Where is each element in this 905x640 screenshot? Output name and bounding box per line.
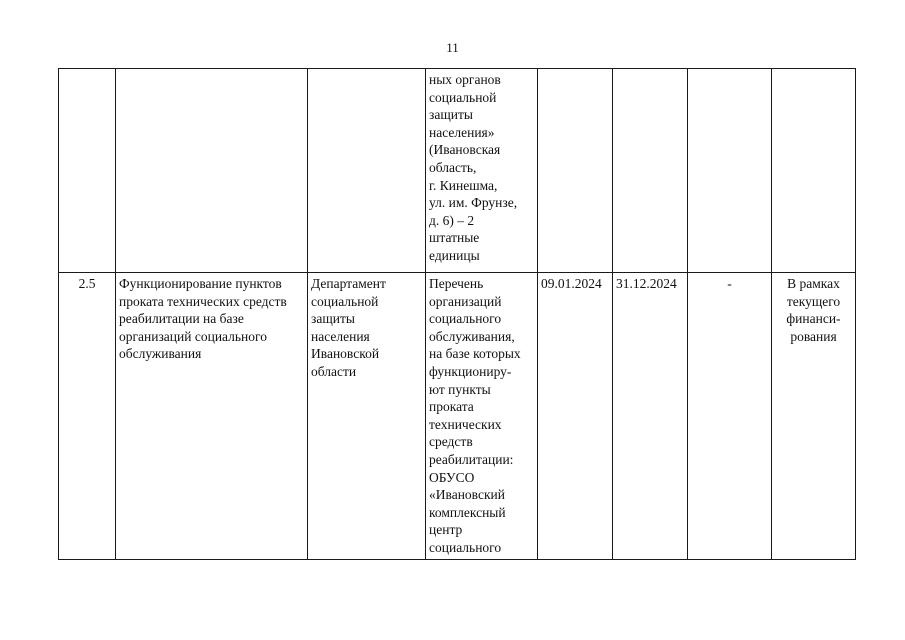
cell-funding-amount: - [688, 273, 772, 560]
funding-source-line: В рамках [787, 276, 840, 291]
cell-responsible [308, 273, 426, 560]
name-line: обслуживания [119, 346, 202, 362]
name-line: проката технических средств [119, 293, 287, 309]
name-line: реабилитации на базе [119, 311, 244, 327]
result-line: средств [429, 434, 473, 450]
result-line: социального [429, 539, 502, 555]
result-line: Перечень [429, 276, 484, 291]
page-number: 11 [446, 40, 459, 55]
result-line: ют пункты [429, 381, 491, 397]
responsible-line: населения [311, 328, 370, 344]
result-line: социальной [429, 89, 497, 105]
cell-number [59, 69, 116, 273]
responsible-line: защиты [311, 311, 355, 327]
cell-result [426, 273, 538, 560]
result-line: защиты [429, 107, 473, 123]
cell-responsible [308, 69, 426, 273]
result-line: единицы [429, 247, 480, 263]
cell-funding-source [772, 69, 856, 273]
result-line: (Ивановская [429, 142, 501, 158]
cell-end-date [613, 69, 688, 273]
result-line: штатные [429, 230, 480, 246]
result-line: реабилитации: [429, 451, 514, 467]
funding-source-line: рования [790, 328, 837, 344]
cell-start-date: 09.01.2024 [538, 273, 613, 560]
funding-source-line: финанси- [786, 311, 841, 327]
result-line: центр [429, 522, 463, 538]
name-line: организаций социального [119, 328, 267, 344]
cell-result [426, 69, 538, 273]
responsible-line: области [311, 363, 357, 379]
result-line: проката [429, 399, 474, 415]
table-row-continuation [59, 69, 856, 273]
result-line: функциониру- [429, 363, 512, 379]
table-row-2-5 [59, 273, 856, 560]
result-line: организаций [429, 293, 502, 309]
result-line: г. Кинешма, [429, 177, 498, 193]
cell-end-date: 31.12.2024 [613, 273, 688, 560]
responsible-line: Департамент [311, 276, 386, 291]
result-line: технических [429, 416, 502, 432]
cell-number: 2.5 [59, 273, 116, 560]
funding-source-line: текущего [786, 293, 841, 309]
cell-funding-source [772, 273, 856, 560]
cell-name [116, 273, 308, 560]
result-line: ул. им. Фрунзе, [429, 195, 518, 211]
result-line: населения» [429, 124, 495, 140]
name-line: Функционирование пунктов [119, 276, 282, 291]
responsible-line: Ивановской [311, 346, 380, 362]
result-line: ных органов [429, 72, 501, 87]
result-line: на базе которых [429, 346, 521, 362]
result-line: комплексный [429, 504, 506, 520]
responsible-line: социальной [311, 293, 379, 309]
result-line: обслуживания, [429, 328, 515, 344]
result-line: ОБУСО [429, 469, 475, 485]
result-line: д. 6) – 2 [429, 212, 475, 228]
cell-name [116, 69, 308, 273]
plan-table [58, 68, 856, 560]
result-line: социального [429, 311, 502, 327]
result-line: «Ивановский [429, 487, 505, 503]
cell-funding-amount [688, 69, 772, 273]
result-line: область, [429, 159, 477, 175]
cell-start-date [538, 69, 613, 273]
